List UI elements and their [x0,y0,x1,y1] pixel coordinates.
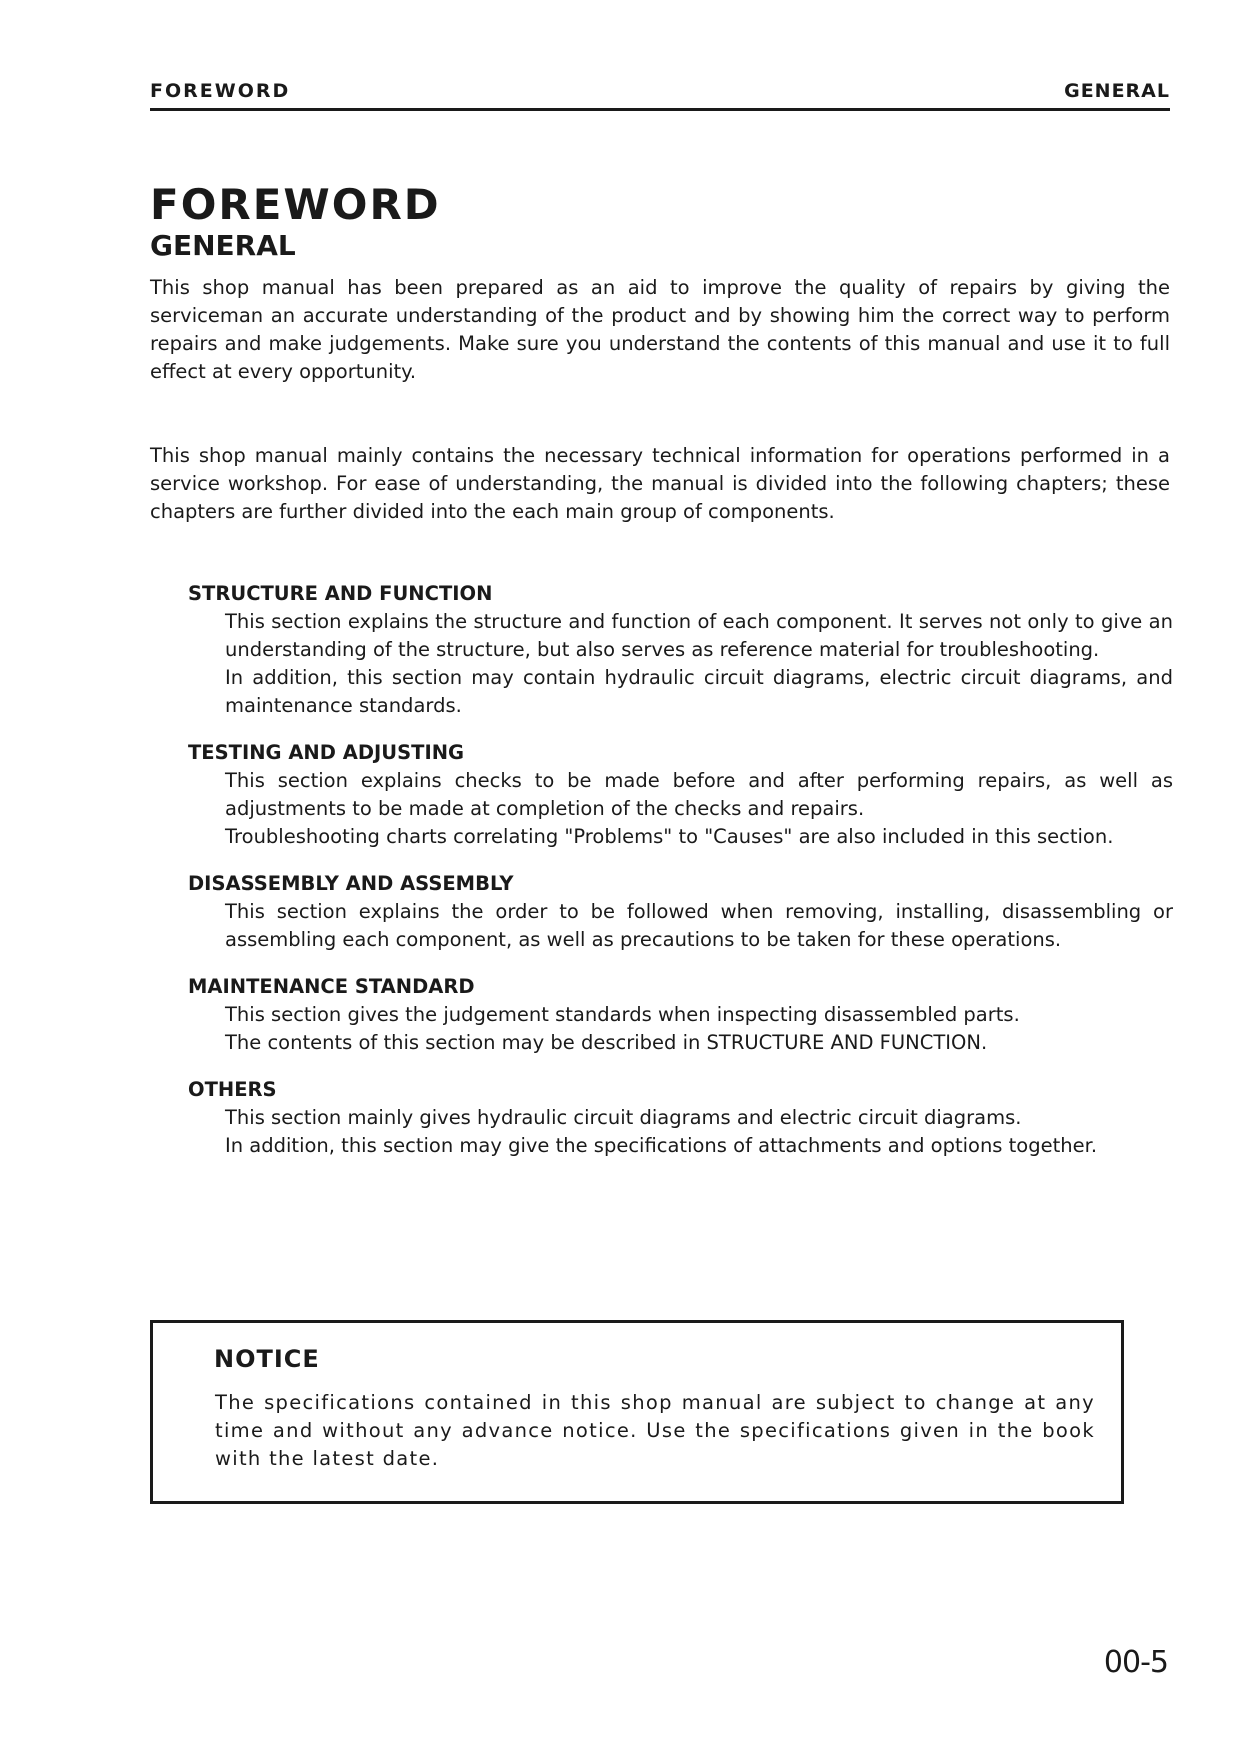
chapter-description [188,898,1173,954]
contents-paragraph: This shop manual mainly contains the necessary technical information for operations performed in a service workshop. For ease of understanding, the manual is divided into the following chapters; these chapters are further divided into the each main group of components. [150,444,1170,523]
chapter-line: This section explains the structure and function of each component. It serves not only to give an understanding of the structure, but also serves as reference material for troubleshooting. [225,610,1173,661]
header-section: GENERAL [1064,80,1170,102]
chapter-list [188,580,1173,1179]
chapter-title: TESTING AND ADJUSTING [188,741,465,764]
chapter-description [188,767,1173,851]
chapter-line: This section gives the judgement standards when inspecting disassembled parts. [225,1003,1020,1026]
chapter-title: OTHERS [188,1078,277,1101]
intro-paragraph: This shop manual has been prepared as an aid to improve the quality of repairs by giving the serviceman an accurate understanding of the product and by showing him the correct way to perform repairs and make judgements. Make sure you understand the contents of this manual and use it to full effect at every opportunity. [150,276,1170,383]
chapter-line: The contents of this section may be described in STRUCTURE AND FUNCTION. [225,1031,988,1054]
chapter-structure-and-function [188,580,1173,720]
notice-box [150,1320,1124,1504]
page-subtitle: GENERAL [150,229,296,262]
chapter-description [188,1104,1173,1160]
chapter-line: This section explains checks to be made before and after performing repairs, as well as adjustments to be made at completion of the checks and repairs. [225,769,1173,820]
chapter-line: In addition, this section may contain hydraulic circuit diagrams, electric circuit diagrams, and maintenance standards. [225,666,1173,717]
chapter-line: This section mainly gives hydraulic circuit diagrams and electric circuit diagrams. [225,1106,1022,1129]
notice-text: The specifications contained in this shop manual are subject to change at any time and without any advance notice. Use the specifications given in the book with the latest date. [215,1391,1095,1470]
chapter-testing-and-adjusting [188,739,1173,851]
chapter-line: This section explains the order to be followed when removing, installing, disassembling or assembling each component, as well as precautions to be taken for these operations. [225,900,1173,951]
chapter-title: STRUCTURE AND FUNCTION [188,582,493,605]
chapter-description [188,1001,1173,1057]
chapter-line: Troubleshooting charts correlating "Problems" to "Causes" are also included in this section. [225,825,1114,848]
header-chapter: FOREWORD [150,80,291,102]
notice-title: NOTICE [214,1345,320,1373]
chapter-disassembly-and-assembly [188,870,1173,954]
chapter-title: MAINTENANCE STANDARD [188,975,475,998]
chapter-title: DISASSEMBLY AND ASSEMBLY [188,872,514,895]
page-number: 00-5 [1103,1645,1168,1680]
chapter-line: In addition, this section may give the specifications of attachments and options together. [225,1134,1098,1157]
chapter-maintenance-standard [188,973,1173,1057]
chapter-description [188,608,1173,720]
chapter-others [188,1076,1173,1160]
page-header [150,80,1170,111]
page-title: FOREWORD [150,180,441,229]
